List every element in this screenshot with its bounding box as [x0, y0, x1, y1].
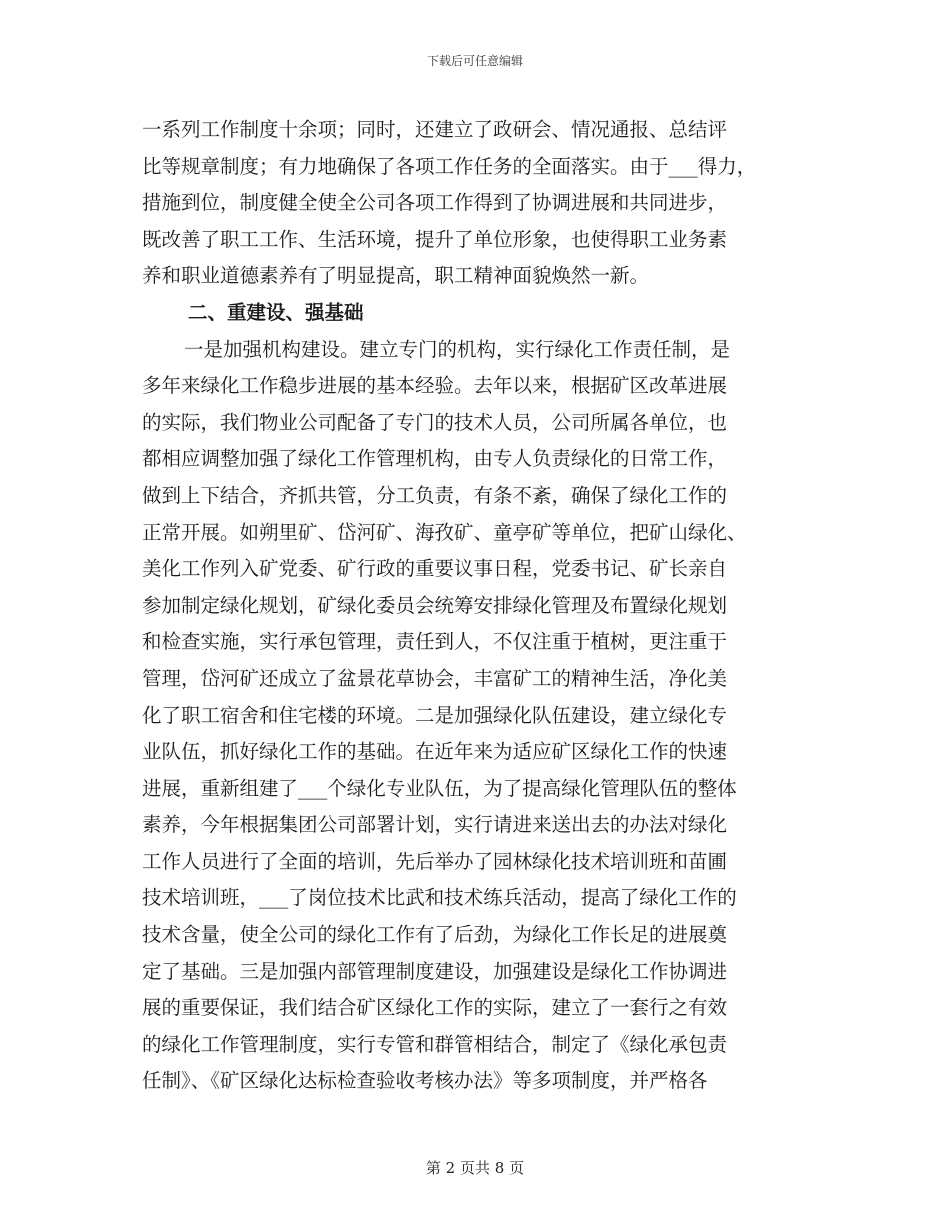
text-line: 的绿化工作管理制度，实行专管和群管相结合，制定了《绿化承包责 [142, 1032, 728, 1056]
text-line: 做到上下结合，齐抓共管，分工负责，有条不紊，确保了绿化工作的 [142, 483, 728, 507]
text-line: 和检查实施，实行承包管理，责任到人，不仅注重于植树，更注重于 [142, 630, 728, 654]
text-line: 的实际，我们物业公司配备了专门的技术人员，公司所属各单位，也 [142, 410, 728, 434]
text-line: 展的重要保证，我们结合矿区绿化工作的实际，建立了一套行之有效 [142, 996, 728, 1020]
text-line: 参加制定绿化规划，矿绿化委员会统筹安排绿化管理及布置绿化规划 [142, 593, 728, 617]
section-heading: 二、重建设、强基础 [188, 300, 364, 324]
page-number: 第 2 页共 8 页 [425, 1159, 525, 1177]
text-line: 工作人员进行了全面的培训，先后举办了园林绿化技术培训班和苗圃 [142, 849, 728, 873]
text-line: 化了职工宿舍和住宅楼的环境。二是加强绿化队伍建设，建立绿化专 [142, 703, 728, 727]
text-line: 管理，岱河矿还成立了盆景花草协会，丰富矿工的精神生活，净化美 [142, 666, 728, 690]
text-line: 正常开展。如朔里矿、岱河矿、海孜矿、童亭矿等单位，把矿山绿化、 [142, 520, 747, 544]
text-line: 定了基础。三是加强内部管理制度建设，加强建设是绿化工作协调进 [142, 959, 728, 983]
text-line: 比等规章制度；有力地确保了各项工作任务的全面落实。由于___得力， [142, 154, 757, 178]
text-line: 都相应调整加强了绿化工作管理机构，由专人负责绿化的日常工作， [142, 447, 728, 471]
text-line: 一系列工作制度十余项；同时，还建立了政研会、情况通报、总结评 [142, 118, 728, 141]
page-header: 下载后可任意编辑 [426, 54, 523, 68]
text-line: 多年来绿化工作稳步进展的基本经验。去年以来，根据矿区改革进展 [142, 374, 728, 398]
text-line: 任制》、《矿区绿化达标检查验收考核办法》等多项制度，并严格各 [142, 1069, 708, 1093]
text-line: 业队伍，抓好绿化工作的基础。在近年来为适应矿区绿化工作的快速 [142, 740, 728, 764]
text-line: 措施到位，制度健全使全公司各项工作得到了协调进展和共同进步， [142, 191, 728, 215]
document-body [142, 112, 822, 1100]
text-line: 既改善了职工工作、生活环境，提升了单位形象，也使得职工业务素 [142, 227, 728, 251]
text-line: 技术培训班，___了岗位技术比武和技术练兵活动，提高了绿化工作的 [142, 886, 737, 910]
text-line: 养和职业道德素养有了明显提高，职工精神面貌焕然一新。 [142, 264, 650, 288]
text-line: 美化工作列入矿党委、矿行政的重要议事日程，党委书记、矿长亲自 [142, 557, 728, 581]
text-line: 技术含量，使全公司的绿化工作有了后劲，为绿化工作长足的进展奠 [142, 923, 728, 947]
text-line: 素养，今年根据集团公司部署计划，实行请进来送出去的办法对绿化 [142, 813, 728, 837]
text-line: 进展，重新组建了___个绿化专业队伍，为了提高绿化管理队伍的整体 [142, 776, 737, 800]
paragraph-first-line: 一是加强机构建设。建立专门的机构，实行绿化工作责任制，是 [184, 337, 731, 361]
